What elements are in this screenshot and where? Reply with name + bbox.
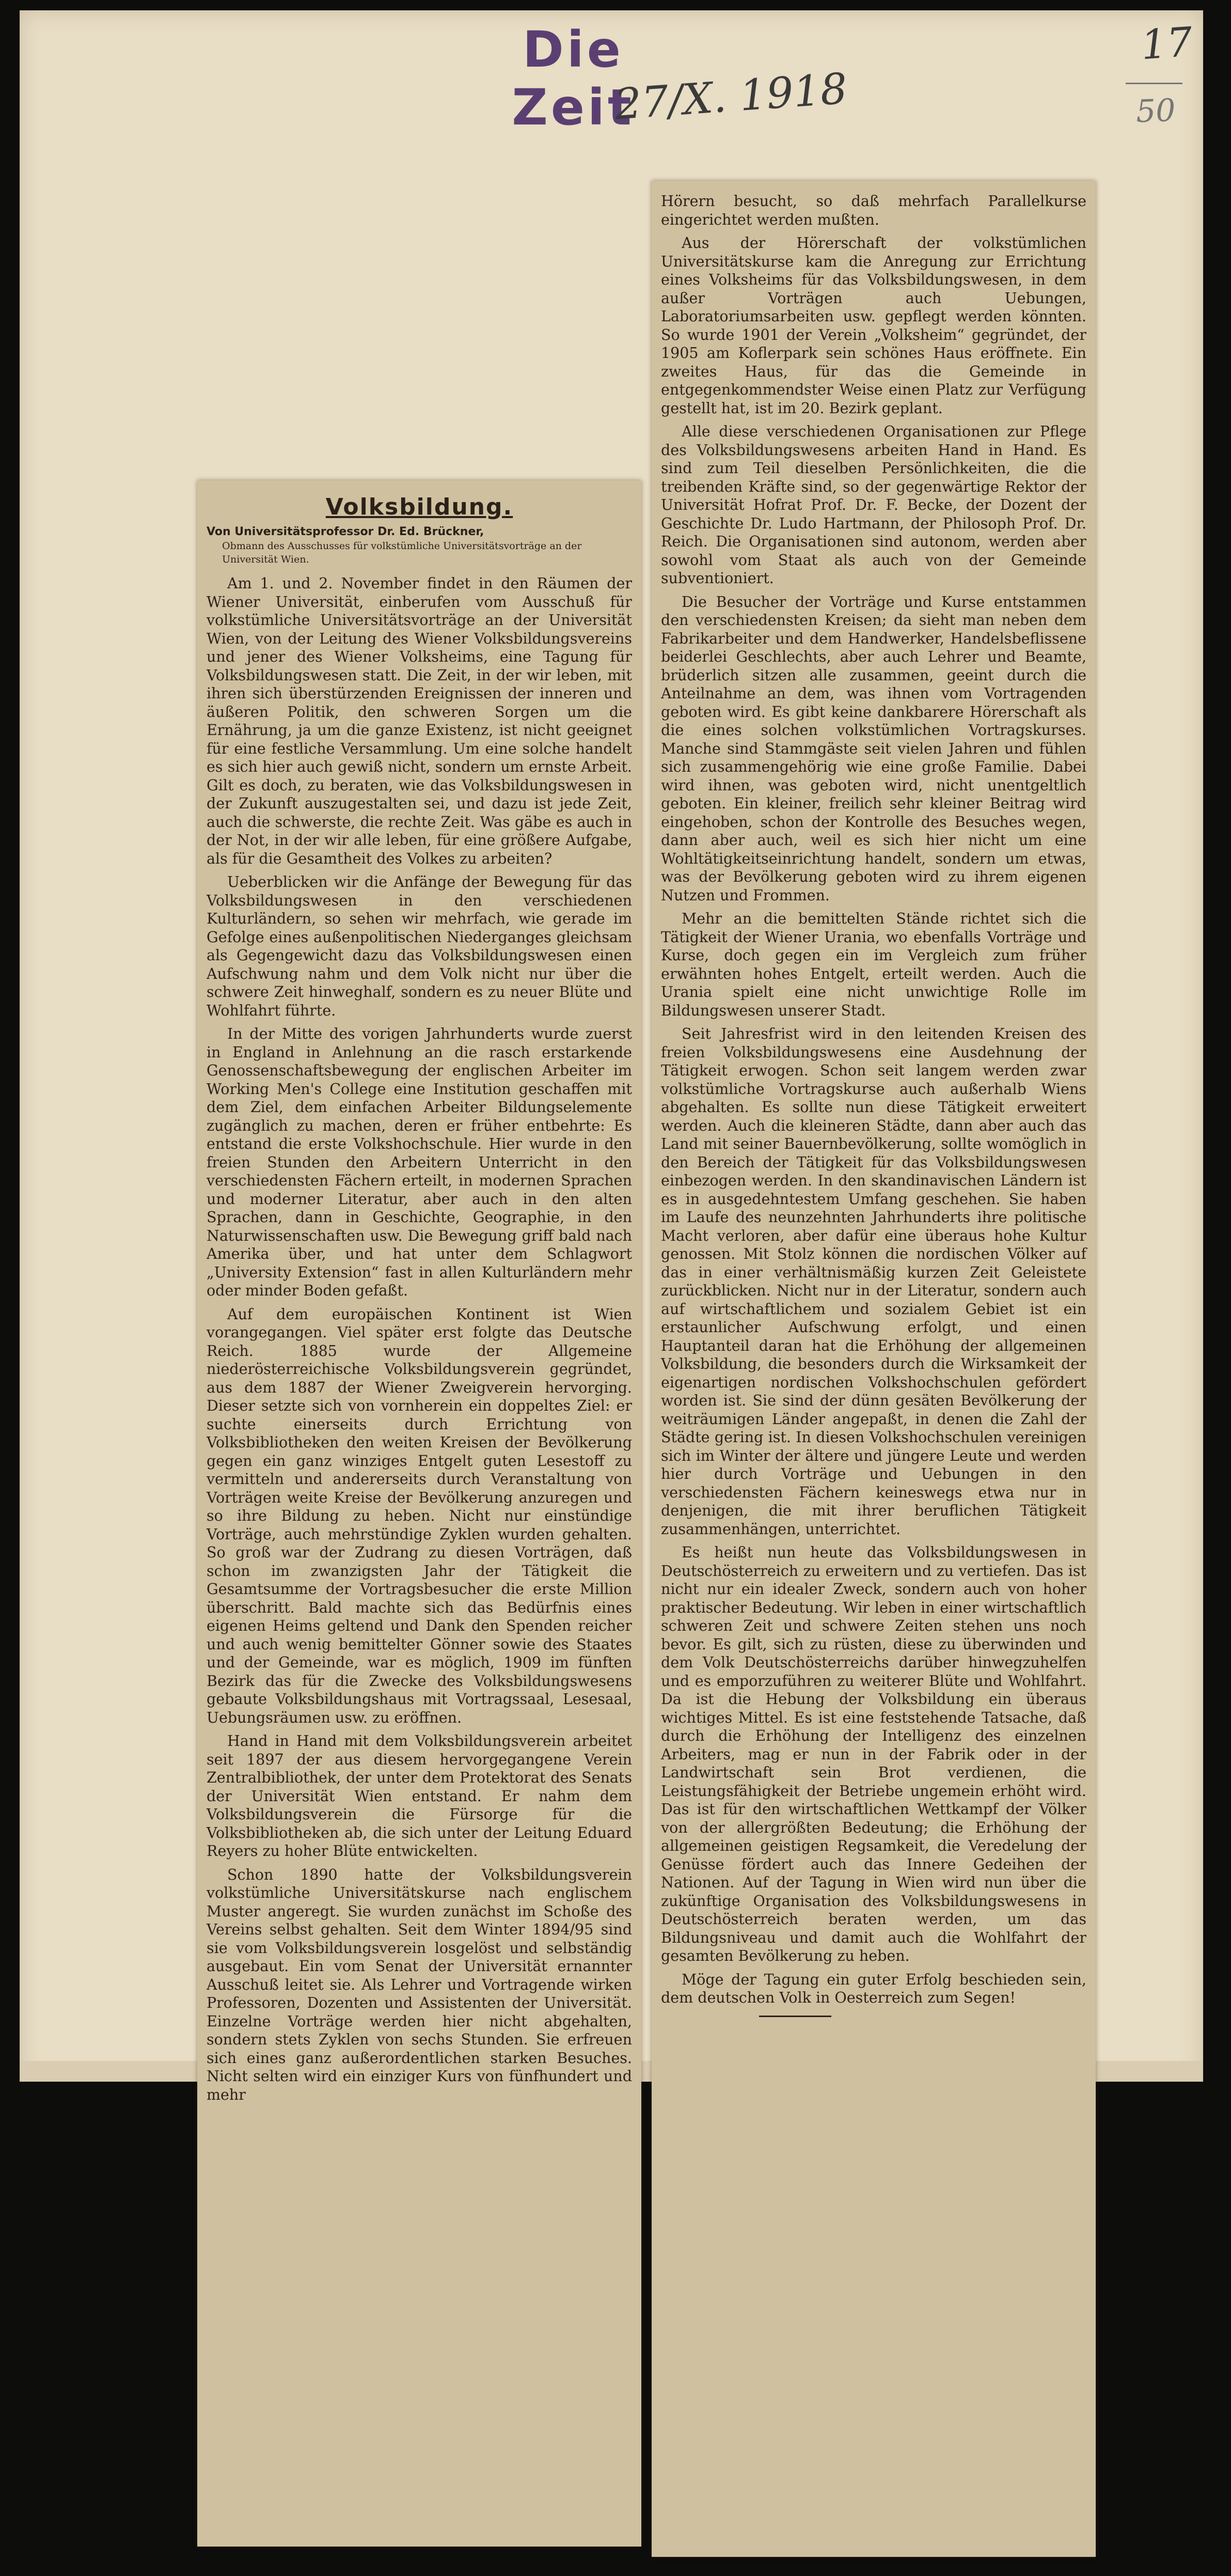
article-paragraph: Schon 1890 hatte der Volksbildungsverein volkstümliche Universitätskurse nach englischem Muster angeregt. Sie wurden zunächst im Schoße des Vereins selbst gehalten. Seit dem Winter 1894/95 sind sie vom Volksbildungsverein losgelöst und selbständig ausgebaut. Ein vom Senat der Universität ernannter Ausschuß leitet sie. Als Lehrer und Vortragende wirken Professoren, Dozenten und Assistenten der Universität. Einzelne Vorträge werden hier nicht abgehalten, sondern stets Zyklen von sechs Stunden. Sie erfreuen sich eines ganz außerordentlichen starken Besuches. Nicht selten wird ein einziger Kurs von fünfhundert und mehr <box>207 1866 632 2103</box>
article-paragraph: Seit Jahresfrist wird in den leitenden Kreisen des freien Volksbildungswesens eine Ausdehnung der Tätigkeit erwogen. Schon seit langem werden zwar volkstümliche Vortragskurse auch außerhalb Wiens abgehalten. Es sollte nun diese Tätigkeit erweitert werden. Auch die kleineren Städte, dann aber auch das Land mit seiner Bauernbevölkerung, sollte womöglich in den Bereich der Tätigkeit für das Volksbildungswesen einbezogen werden. In den skandinavischen Ländern ist es in ausgedehntestem Umfang geschehen. Sie haben im Laufe des neunzehnten Jahrhunderts ihre politische Macht verloren, aber dafür eine überaus hohe Kultur genossen. Mit Stolz können die nordischen Völker auf das in einer verhältnismäßig kurzen Zeit Geleistete zurückblicken. Nicht nur in der Literatur, sondern auch auf wirtschaftlichem und sozialem Gebiet ist ein erstaunlicher Aufschwung erfolgt, und einen Hauptanteil daran hat die Erhöhung der allgemeinen Volksbildung, die besonders durch die Wirksamkeit der eigenartigen nordischen Volkshochschulen gefördert worden ist. Sie sind der dünn gesäten Bevölkerung der weiträumigen Länder angepaßt, in denen die Zahl der Städte gering ist. In diesen Volkshochschulen vereinigen sich im Winter der ältere und jüngere Leute und werden hier durch Vorträge und Uebungen in den verschiedensten Fächern keineswegs etwa nur in denjenigen, die mit ihrer beruflichen Tätigkeit zusammenhängen, unterrichtet. <box>661 1025 1086 1538</box>
article-title: Volksbildung. <box>325 494 513 520</box>
handwritten-page-number: 50 <box>1135 92 1176 130</box>
clipping-right-column <box>652 181 1096 2557</box>
article-closing-paragraph: Möge der Tagung ein guter Erfolg beschieden sein, dem deutschen Volk in Oesterreich zum Segen! <box>661 1971 1086 2006</box>
article-paragraph: Mehr an die bemittelten Stände richtet sich die Tätigkeit der Wiener Urania, wo ebenfalls Vorträge und Kurse, doch gegen ein im Vergleich zum früher erwähnten hohes Entgelt, erteilt werden. Auch die Urania spielt eine nicht unwichtige Rolle im Bildungswesen unserer Stadt. <box>661 910 1086 1019</box>
article-author-role: Obmann des Ausschusses für volkstümliche Universitätsvorträge an der Universität Wien. <box>222 540 582 565</box>
closing-rule <box>759 2016 831 2017</box>
handwritten-date: 27/X. 1918 <box>613 64 849 130</box>
article-paragraph: Hand in Hand mit dem Volksbildungsverein arbeitet seit 1897 der aus diesem hervorgegangene Verein Zentralbibliothek, der unter dem Protektorat des Senats der Universität Wien entstand. Er nahm dem Volksbildungsverein die Fürsorge für die Volksbibliotheken ab, die sich unter der Leitung Eduard Reyers zu hoher Blüte entwickelten. <box>207 1732 632 1860</box>
article-paragraph: Aus der Hörerschaft der volkstümlichen Universitätskurse kam die Anregung zur Errichtung eines Volksheims für das Volksbildungswesen, in dem außer Vorträgen auch Uebungen, Laboratoriumsarbeiten usw. gepflegt werden könnten. So wurde 1901 der Verein „Volksheim“ gegründet, der 1905 am Koflerpark sein schönes Haus eröffnete. Ein zweites Haus, für das die Gemeinde in entgegenkommendster Weise einen Platz zur Verfügung gestellt hat, ist im 20. Bezirk geplant. <box>661 235 1086 417</box>
article-paragraph: Auf dem europäischen Kontinent ist Wien vorangegangen. Viel später erst folgte das Deutsche Reich. 1885 wurde der Allgemeine niederösterreichische Volksbildungsverein gegründet, aus dem 1887 der Wiener Zweigverein hervorging. Dieser setzte sich von vornherein ein doppeltes Ziel: er suchte einerseits durch Errichtung von Volksbibliotheken den weiten Kreisen der Bevölkerung gegen ein ganz winziges Entgelt guten Lesestoff zu vermitteln und andererseits durch Veranstaltung von Vorträgen weite Kreise der Bevölkerung anzuregen und so ihre Bildung zu heben. Nicht nur einstündige Vorträge, auch mehrstündige Zyklen wurden gehalten. So groß war der Zudrang zu diesen Vorträgen, daß schon im zwanzigsten Jahr der Tätigkeit die Gesamtsumme der Vortragsbesucher die erste Million überschritt. Bald machte sich das Bedürfnis eines eigenen Heims geltend und Dank den Spenden reicher und auch wenig bemittelter Gönner sowie des Staates und der Gemeinde, war es möglich, 1909 im fünften Bezirk das für die Zwecke des Volksbildungswesens gebaute Volksbildungshaus mit Vortragssaal, Lesesaal, Uebungsräumen usw. zu eröffnen. <box>207 1305 632 1726</box>
article-paragraph: In der Mitte des vorigen Jahrhunderts wurde zuerst in England in Anlehnung an die rasch erstarkende Genossenschaftsbewegung der englischen Arbeiter im Working Men's College eine Institution geschaffen mit dem Ziel, dem einfachen Arbeiter Bildungselemente zugänglich zu machen, deren er früher entbehrte: Es entstand die erste Volkshochschule. Hier wurde in den freien Stunden den Arbeitern Unterricht in den verschiedensten Fächern erteilt, in modernen Sprachen und moderner Literatur, aber auch in den alten Sprachen, dann in Geschichte, Geographie, in den Naturwissenschaften usw. Die Bewegung griff bald nach Amerika über, und hat unter dem Schlagwort „University Extension“ fast in allen Kulturländern mehr oder minder Boden gefaßt. <box>207 1025 632 1299</box>
handwritten-volume-number: 17 <box>1139 19 1194 69</box>
handwritten-underline <box>1126 83 1182 84</box>
article-paragraph: Am 1. und 2. November findet in den Räumen der Wiener Universität, einberufen vom Ausschuß für volkstümliche Universitätsvorträge an der Universität Wien, von der Leitung des Wiener Volksbildungsvereins und jener des Wiener Volksheims, eine Tagung für Volksbildungswesen statt. Die Zeit, in der wir leben, mit ihren sich überstürzenden Ereignissen der inneren und äußeren Politik, den schweren Sorgen um die Ernährung, ja um die ganze Existenz, ist nicht geeignet für eine festliche Versammlung. Um eine solche handelt es sich hier auch gewiß nicht, sondern um ernste Arbeit. Gilt es doch, zu beraten, wie das Volksbildungswesen in der Zukunft auszugestalten sei, und dazu ist jede Zeit, auch die schwerste, die rechte Zeit. Was gäbe es auch in der Not, in der wir alle leben, für eine größere Aufgabe, als für die Gesamtheit des Volkes zu arbeiten? <box>207 575 632 867</box>
newspaper-masthead-stamp: Die Zeit <box>512 21 635 136</box>
article-paragraph: Ueberblicken wir die Anfänge der Bewegung für das Volksbildungswesen in den verschiedenen Kulturländern, so sehen wir mehrfach, wie gerade im Gefolge eines außenpolitischen Niederganges gleichsam als Gegengewicht dazu das Volksbildungswesen einen Aufschwung nahm und dem Volk nicht nur über die schwere Zeit hinweghalf, sondern es zu neuer Blüte und Wohlfahrt führte. <box>207 873 632 1019</box>
article-paragraph: Hörern besucht, so daß mehrfach Parallelkurse eingerichtet werden mußten. <box>661 193 1086 228</box>
article-paragraph: Die Besucher der Vorträge und Kurse entstammen den verschiedensten Kreisen; da sieht man neben dem Fabrikarbeiter und dem Handwerker, Handelsbeflissene beiderlei Geschlechts, aber auch Lehrer und Beamte, brüderlich sitzen alle zusammen, geeint durch die Anteilnahme an dem, was ihnen vom Vortragenden geboten wird. Es gibt keine dankbarere Hörerschaft als die eines solchen volkstümlichen Vortragskurses. Manche sind Stammgäste seit vielen Jahren und fühlen sich zusammengehörig wie eine große Familie. Dabei wird ihnen, was geboten wird, nicht unentgeltlich geboten. Ein kleiner, freilich sehr kleiner Beitrag wird eingehoben, schon der Kontrolle des Besuches wegen, dann aber auch, weil es sich hier nicht um eine Wohltätigkeitseinrichtung handelt, sondern um etwas, was der Bevölkerung geboten wird zu ihrem eigenen Nutzen und Frommen. <box>661 593 1086 904</box>
article-paragraph: Alle diese verschiedenen Organisationen zur Pflege des Volksbildungswesens arbeiten Hand in Hand. Es sind zum Teil dieselben Persönlichkeiten, die die treibenden Kräfte sind, so der gegenwärtige Rektor der Universität Hofrat Prof. Dr. F. Becke, der Dozent der Geschichte Dr. Ludo Hartmann, der Philosoph Prof. Dr. Reich. Die Organisationen sind autonom, werden aber sowohl vom Staat als auch von der Gemeinde subventioniert. <box>661 423 1086 587</box>
article-paragraph: Es heißt nun heute das Volksbildungswesen in Deutschösterreich zu erweitern und zu vertiefen. Das ist nicht nur ein idealer Zweck, sondern auch von hoher praktischer Bedeutung. Wir leben in einer wirtschaftlich schweren Zeit und schwere Zeiten stehen uns noch bevor. Es gilt, sich zu rüsten, diese zu überwinden und dem Volk Deutschösterreichs darüber hinwegzuhelfen und es emporzuführen zu weiterer Blüte und Wohlfahrt. Da ist die Hebung der Volksbildung ein überaus wichtiges Mittel. Es ist eine feststehende Tatsache, daß durch die Erhöhung der Intelligenz des einzelnen Arbeiters, mag er nun in der Fabrik oder in der Landwirtschaft sein Brot verdienen, die Leistungsfähigkeit der Betriebe ungemein erhöht wird. Das ist für den wirtschaftlichen Wettkampf der Völker von der allergrößten Bedeutung; die Erhöhung der allgemeinen geistigen Regsamkeit, die Veredelung der Genüsse fördert auch das Innere Gedeihen der Nationen. Auf der Tagung in Wien wird nun über die zukünftige Organisation des Volksbildungswesens in Deutschösterreich beraten werden, um das Bildungsniveau und damit auch die Wohlfahrt der gesamten Bevölkerung zu heben. <box>661 1544 1086 1964</box>
clipping-left-column <box>197 480 641 2547</box>
article-byline: Von Universitätsprofessor Dr. Ed. Brückner, <box>207 525 484 538</box>
